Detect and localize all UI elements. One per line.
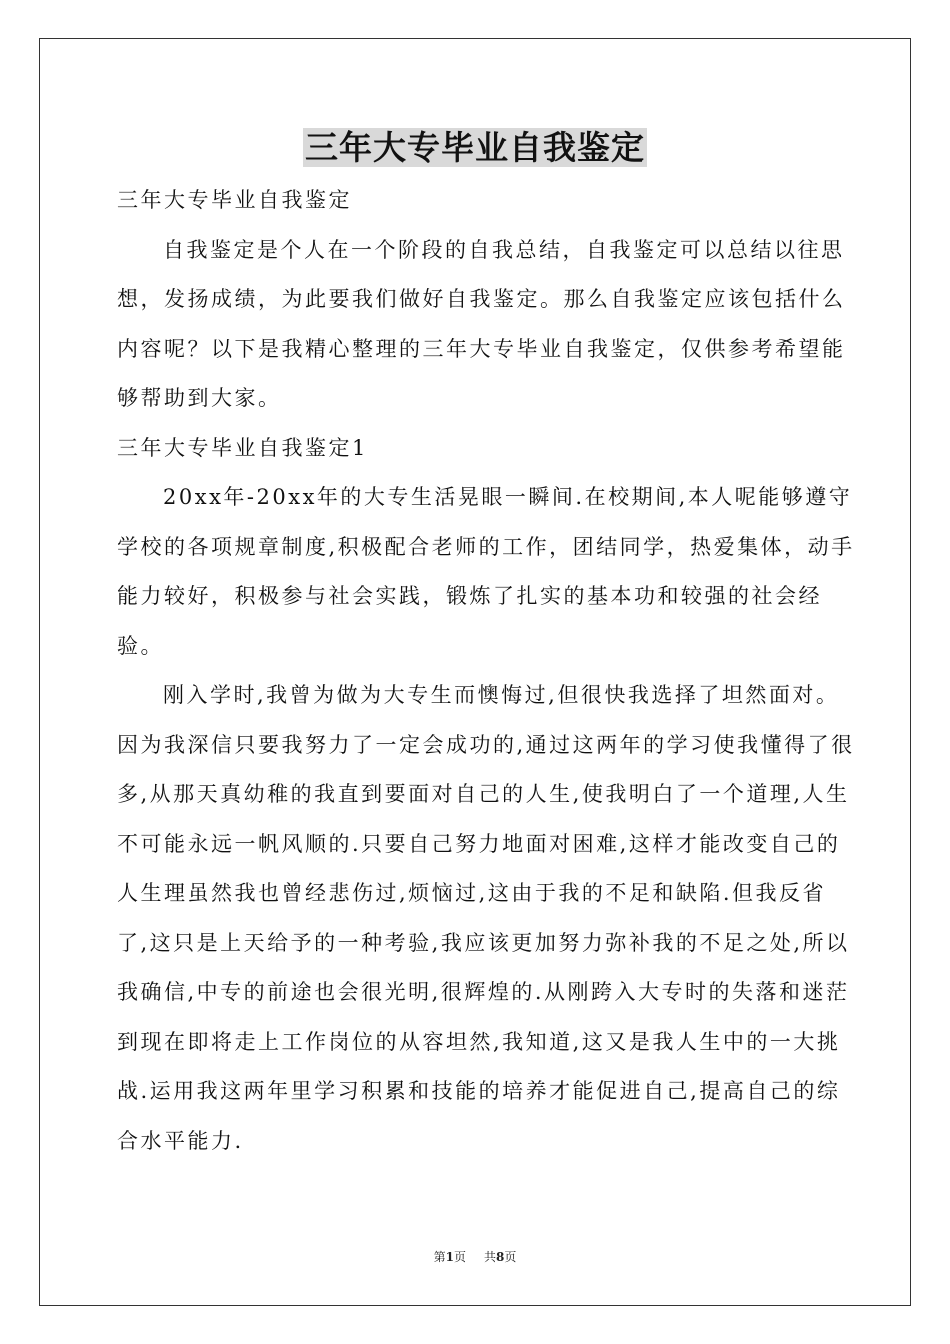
page-suffix: 页 [453, 1250, 466, 1264]
page-current: 1 [445, 1250, 454, 1264]
page-footer [0, 1249, 950, 1265]
total-prefix: 共 [484, 1250, 497, 1264]
subtitle-heading: 三年大专毕业自我鉴定 [117, 188, 352, 212]
section-heading-1: 三年大专毕业自我鉴定1 [117, 435, 368, 460]
intro-paragraph: 自我鉴定是个人在一个阶段的自我总结，自我鉴定可以总结以往思想，发扬成绩，为此要我们做好自我鉴定。那么自我鉴定应该包括什么内容呢？以下是我精心整理的三年大专毕业自我鉴定，仅供参考希望能够帮助到大家。 [117, 237, 846, 410]
total-suffix: 页 [504, 1250, 517, 1264]
body-paragraph-2: 刚入学时,我曾为做为大专生而懊悔过,但很快我选择了坦然面对。因为我深信只要我努力了一定会成功的,通过这两年的学习使我懂得了很多,从那天真幼稚的我直到要面对自己的人生,使我明白了一个道理,人生不可能永远一帆风顺的.只要自己努力地面对困难,这样才能改变自己的人生理虽然我也曾经悲伤过,烦恼过,这由于我的不足和缺陷.但我反省了,这只是上天给予的一种考验,我应该更加努力弥补我的不足之处,所以我确信,中专的前途也会很光明,很辉煌的.从刚跨入大专时的失落和迷茫到现在即将走上工作岗位的从容坦然,我知道,这又是我人生中的一大挑战.运用我这两年里学习积累和技能的培养才能促进自己,提高自己的综合水平能力. [117, 683, 855, 1153]
body-paragraph-1: 20xx年-20xx年的大专生活晃眼一瞬间.在校期间,本人呢能够遵守学校的各项规章制度,积极配合老师的工作，团结同学，热爱集体，动手能力较好，积极参与社会实践，锻炼了扎实的基本功和较强的社会经验。 [117, 485, 855, 658]
document-title-text: 三年大专毕业自我鉴定 [305, 128, 645, 167]
page-total: 8 [496, 1250, 505, 1264]
document-body [117, 176, 857, 1166]
document-title [0, 126, 950, 170]
page-prefix: 第 [433, 1250, 446, 1264]
